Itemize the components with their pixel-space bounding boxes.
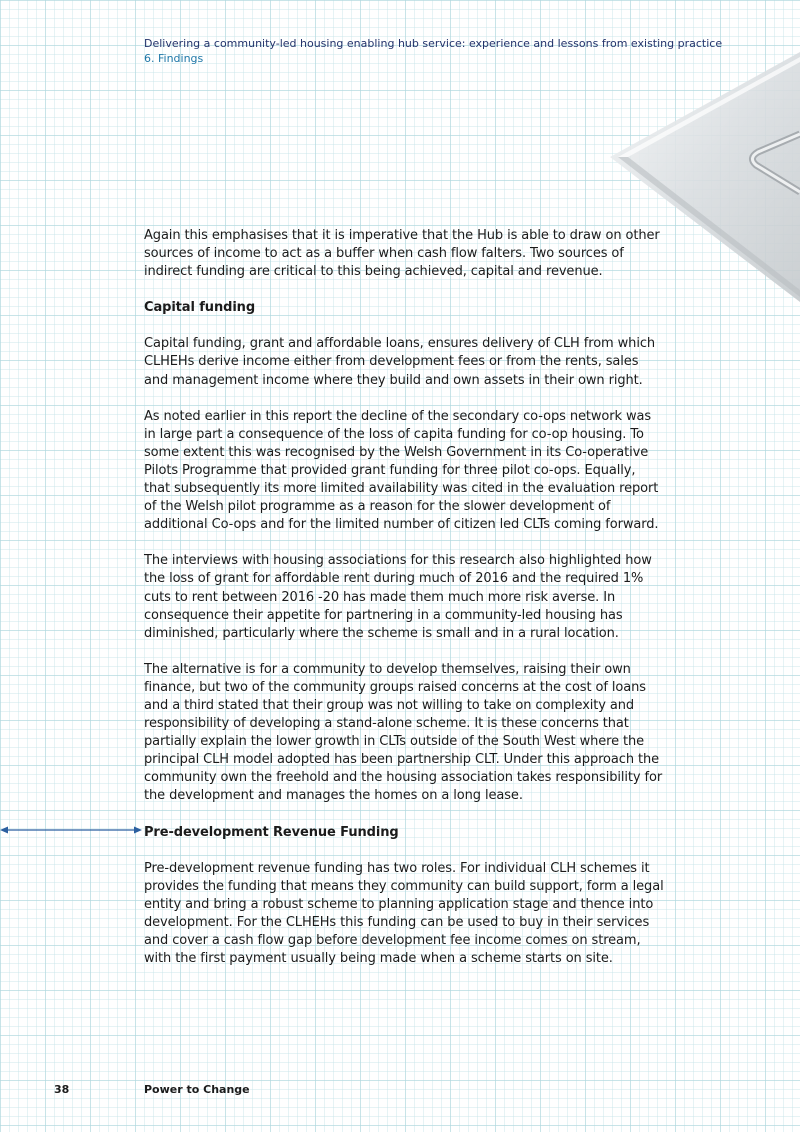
capital-funding-heading: Capital funding [144, 300, 256, 316]
document-title: Delivering a community-led housing enabling hub service: experience and lessons from existing practice [144, 37, 723, 50]
intro-paragraph: Again this emphasises that it is imperative that the Hub is able to draw on other sources of income to act as a buffer when cash flow falters. Two sources of indirect funding are critical to this being achieved, capital and revenue. [144, 228, 660, 280]
double-arrow-line-icon [0, 823, 142, 837]
body-text [144, 227, 664, 986]
revenue-funding-heading: Pre-development Revenue Funding [144, 824, 399, 840]
section-label: 6. Findings [144, 52, 204, 65]
capital-paragraph-4: The alternative is for a community to develop themselves, raising their own finance, but two of the community groups raised concerns at the cost of loans and a third stated that their group was not willing to take on complexity and responsibility of developing a stand-alone scheme. It is these concerns that partially explain the lower growth in CLTs outside of the South West where the principal CLH model adopted has been partnership CLT. Under this approach the community own the freehold and the housing association takes responsibility for the development and manages the homes on a long lease. [144, 661, 663, 804]
revenue-paragraph-1: Pre-development revenue funding has two roles. For individual CLH schemes it provides the funding that means they community can build support, form a legal entity and bring a robust scheme to planning application stage and thence into development. For the CLHEHs this funding can be used to buy in their services and cover a cash flow gap before development fee income comes on stream, with the first payment usually being made when a scheme starts on site. [144, 860, 664, 967]
capital-paragraph-3: The interviews with housing associations for this research also highlighted how the loss of grant for affordable rent during much of 2016 and the required 1% cuts to rent between 2016 -20 has made them much more risk averse. In consequence their appetite for partnering in a community-led housing has diminished, particularly where the scheme is small and in a rural location. [144, 553, 652, 641]
page-number: 38 [54, 1083, 70, 1096]
capital-paragraph-2: As noted earlier in this report the decline of the secondary co-ops network was in large part a consequence of the loss of capita funding for co-op housing. To some extent this was recognised by the Welsh Government in its Co-operative Pilots Programme that provided grant funding for three pilot co-ops. Equally, that subsequently its more limited availability was cited in the evaluation report of the Welsh pilot programme as a reason for the slower development of additional Co-ops and for the limited number of citizen led CLTs coming forward. [144, 408, 659, 533]
capital-paragraph-1: Capital funding, grant and affordable loans, ensures delivery of CLH from which CLHEHs derive income either from development fees or from the rents, sales and management income where they build and own assets in their own right. [144, 336, 656, 388]
footer-brand: Power to Change [144, 1083, 250, 1096]
